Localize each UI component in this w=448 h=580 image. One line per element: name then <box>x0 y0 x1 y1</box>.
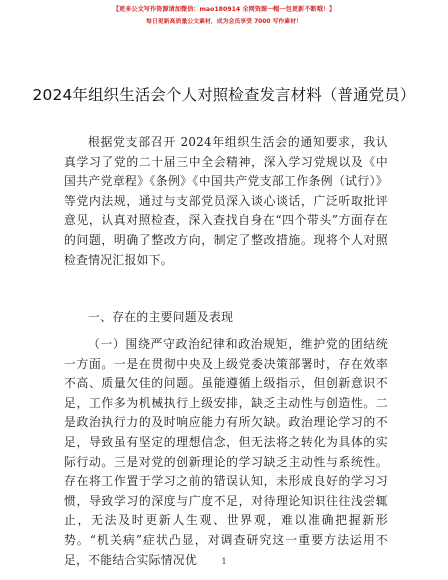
banner-line-2: 每日更新高质量公文素材，成为会员享受 7000 写作素材！ <box>146 19 302 25</box>
page-number: 1 <box>221 557 227 566</box>
banner-line-1: 【更多公文写作资源请加微信：mao180914 全网资源一帽一包更新不断哦！】 <box>112 6 336 13</box>
section-heading: 一、存在的主要问题及表现 <box>88 310 234 324</box>
header-banner <box>0 4 448 28</box>
document-title: 2024年组织生活会个人对照检查发言材料（普通党员） <box>32 86 416 104</box>
intro-paragraph: 根据党支部召开 2024年组织生活会的通知要求，我认真学习了党的二十届三中全会精神，深入学习党规以及《中国共产党章程》《条例》《中国共产党支部工作条例（试行）》等党内法规，通过与支部党员深入谈心谈话，广泛听取批评意见，认真对照检查，深入查找自身在“四个带头”方面存在的问题，明确了整改方向，制定了整改措施。现将个人对照检查情况汇报如下。 <box>64 135 388 267</box>
body-paragraph: （一）围绕严守政治纪律和政治规矩，维护党的团结统一方面。一是在贯彻中央及上级党委决策部署时，存在效率不高、质量欠佳的问题。虽能遵循上级指示，但创新意识不足，工作多为机械执行上级安排，缺乏主动性与创造性。二是政治执行力的及时响应能力有所欠缺。政治理论学习的不足，导致虽有坚定的理想信念，但无法将之转化为具体的实际行动。三是对党的创新理论的学习缺乏主动性与系统性。存在将工作置于学习之前的错误认知，未形成良好的学习习惯，导致学习的深度与广度不足，对待理论知识往往浅尝辄止，无法及时更新人生观、世界观，难以准确把握新形势。“机关病”症状凸显，对调查研究这一重要方法运用不足，不能结合实际情况优 <box>64 337 388 567</box>
